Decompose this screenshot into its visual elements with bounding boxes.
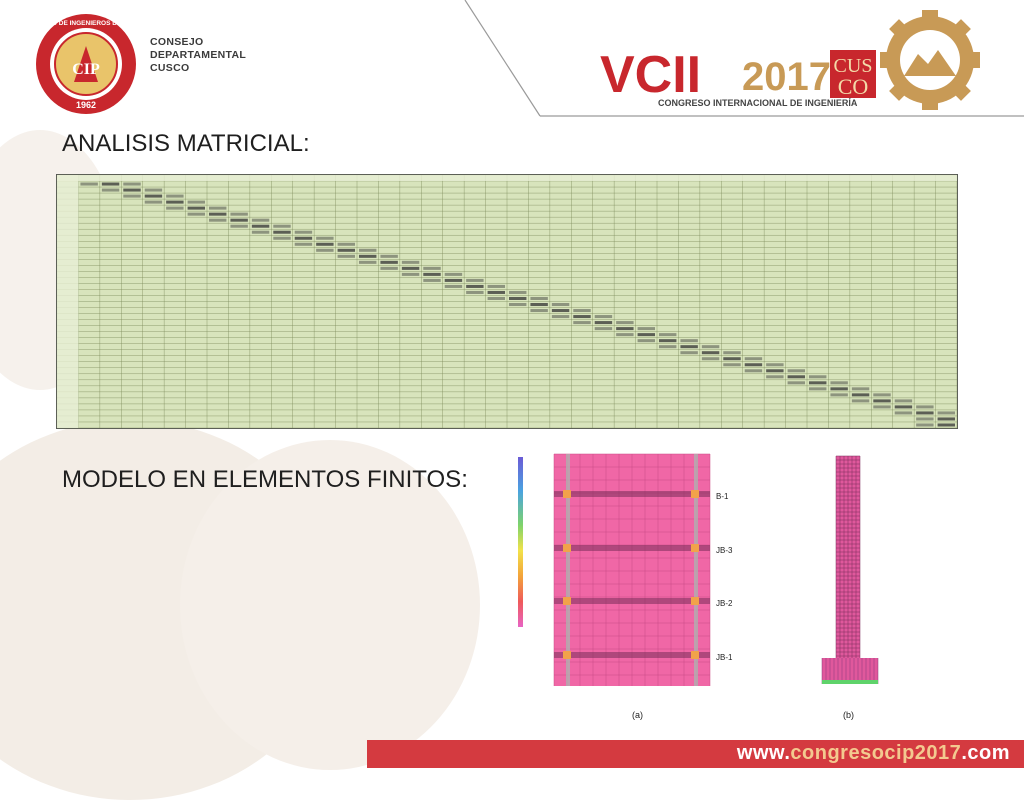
org-line-3: CUSCO [150,62,190,74]
gear-icon [880,10,980,110]
beam-label-jb1: JB-1 [716,653,733,662]
beam-label-jb3: JB-3 [716,546,733,555]
url-suffix: .com [961,742,1010,764]
seal-monogram: CIP [72,61,100,78]
seal-text: COLEGIO DE INGENIEROS DEL PERU [27,20,145,27]
event-year: 2017 [742,55,831,99]
matrix-section-title: ANALISIS MATRICIAL: [62,130,310,157]
event-city-bottom: CO [837,74,869,99]
caption-a: (a) [632,710,643,720]
cip-seal-logo [27,12,145,116]
org-line-1: CONSEJO [150,36,204,48]
seal-year: 1962 [75,100,97,110]
event-subtitle: CONGRESO INTERNACIONAL DE INGENIERÍA [658,98,858,108]
url-prefix: www. [736,742,791,764]
fem-section-title: MODELO EN ELEMENTOS FINITOS: [62,466,468,493]
url-highlight: congresocip2017 [790,742,962,764]
event-roman: VCII [600,46,702,104]
stiffness-matrix-table [56,174,958,429]
fem-model-elevation [554,454,710,686]
stress-color-legend [510,455,524,630]
event-city-top: CUS [833,55,873,77]
beam-label-jb2: JB-2 [716,599,733,608]
footer-url[interactable] [737,742,1010,765]
caption-b: (b) [843,710,854,720]
footer-bar [367,740,1024,768]
org-name [150,36,246,75]
org-line-2: DEPARTAMENTAL [150,49,247,61]
event-logo [600,10,995,110]
beam-label-b1: B-1 [716,492,729,501]
fem-model-section [818,456,882,686]
